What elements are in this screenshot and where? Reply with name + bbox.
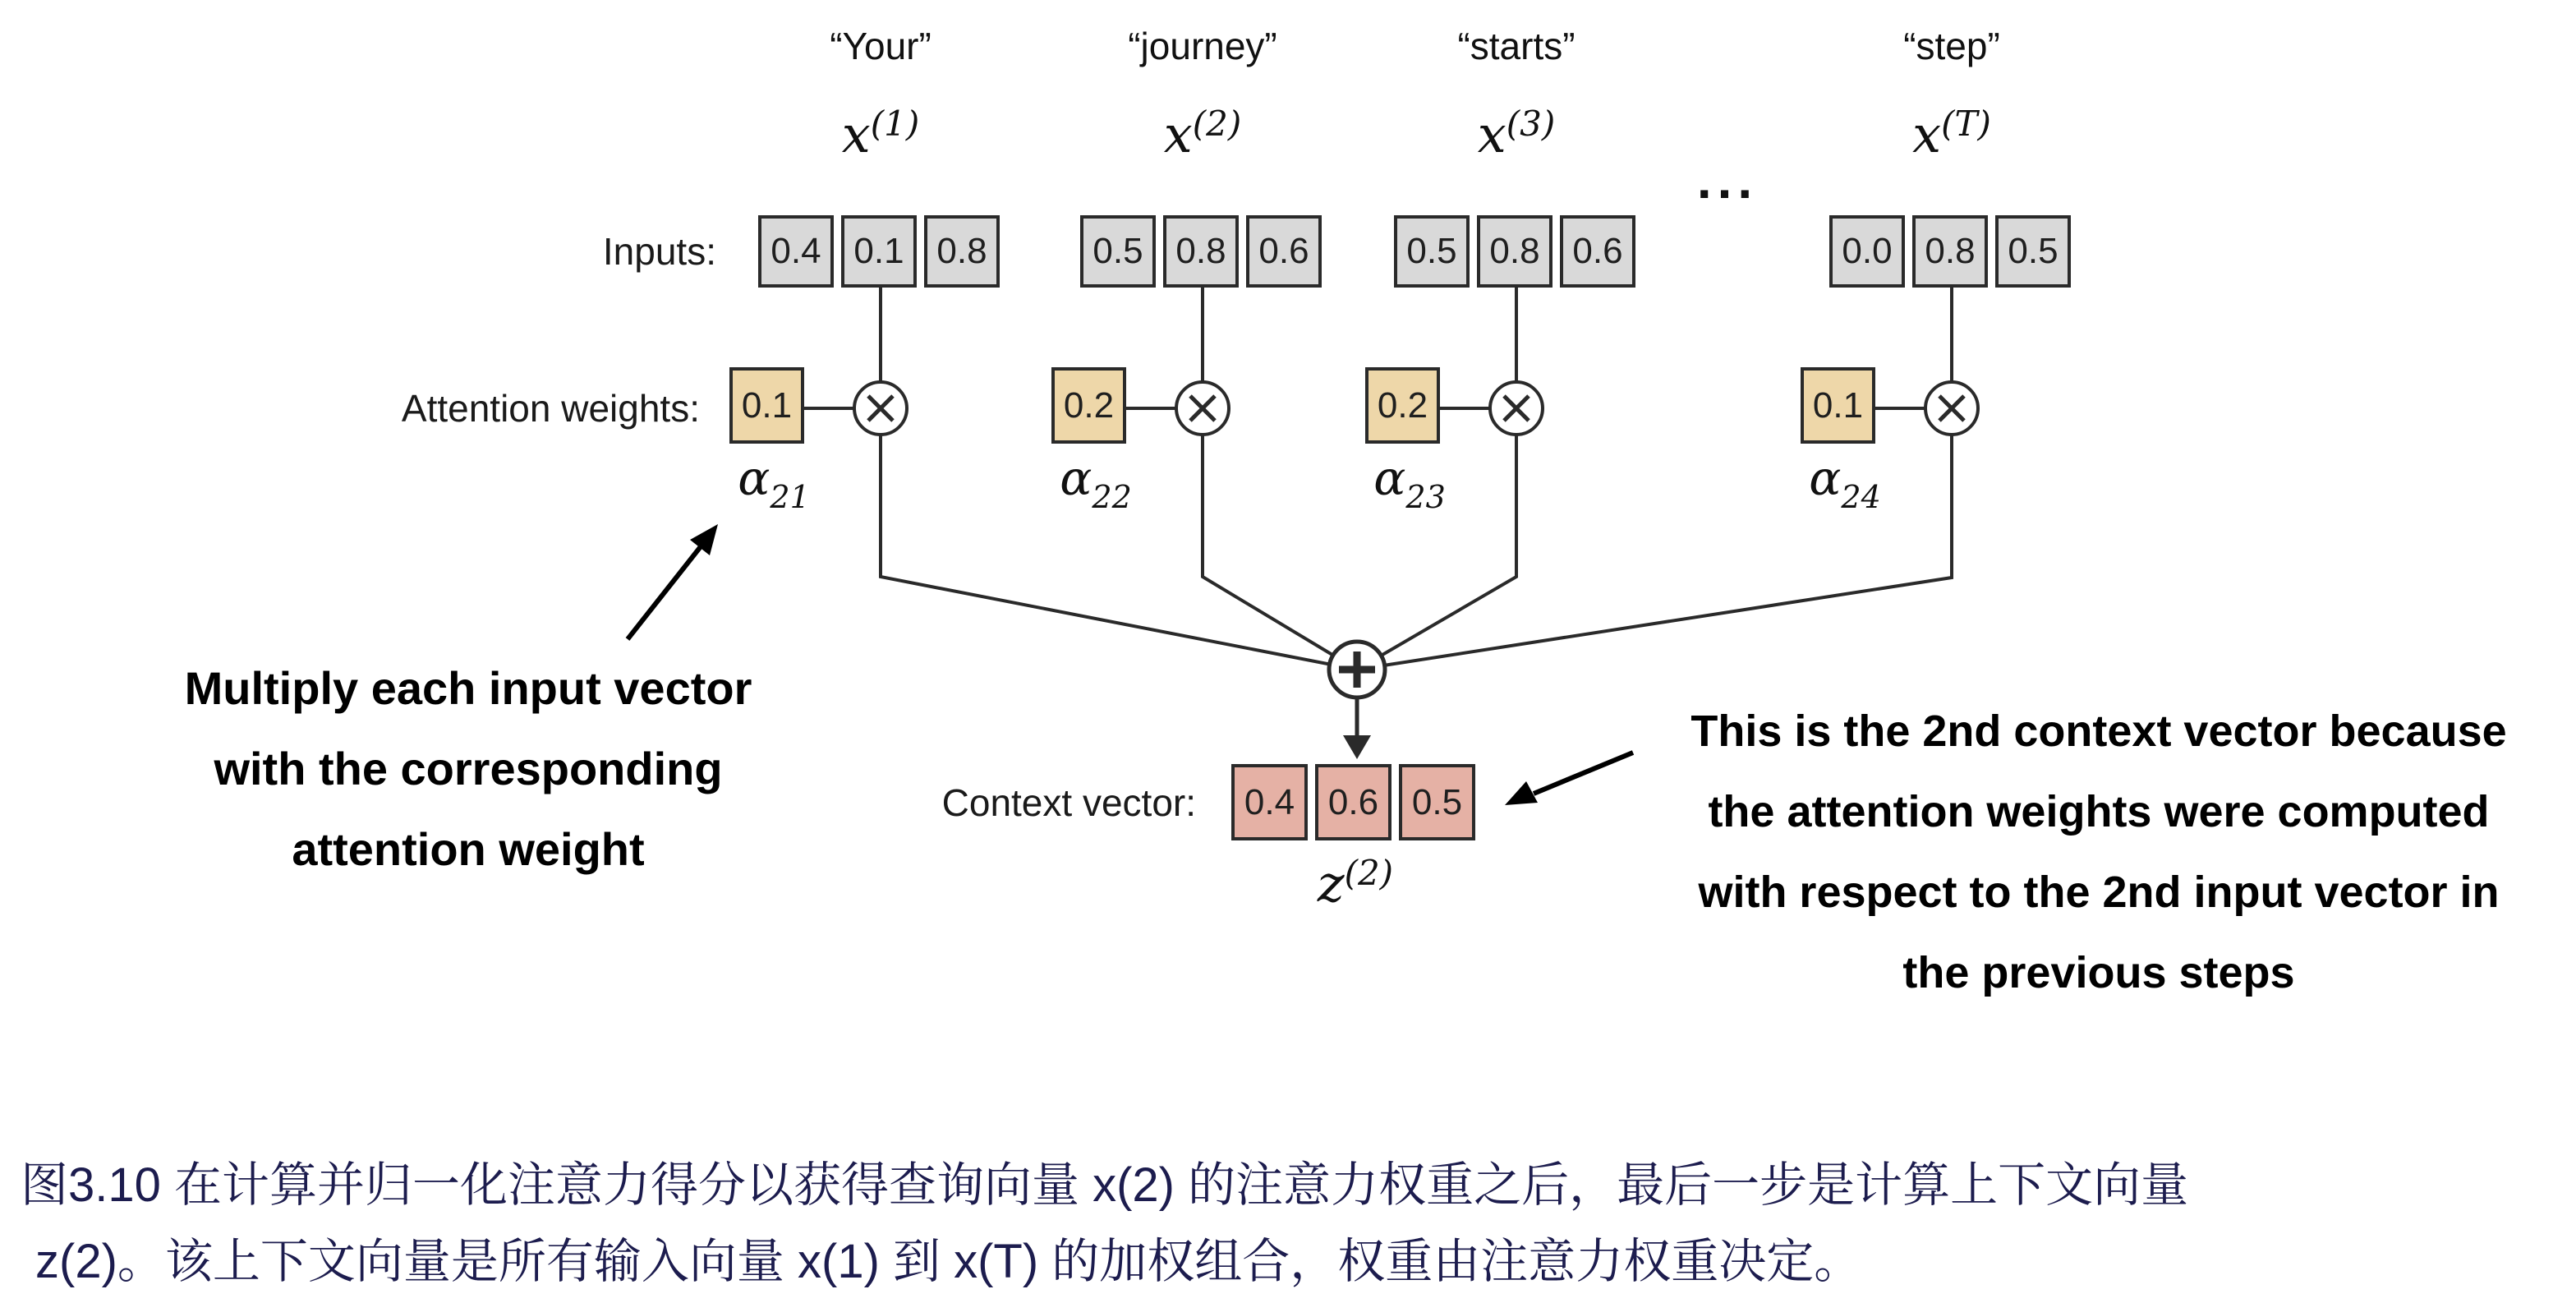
inputs-row-label: Inputs: — [602, 230, 716, 273]
left-annotation-line: attention weight — [292, 823, 645, 875]
right-annotation-line: This is the 2nd context vector because — [1690, 707, 2507, 756]
input-symbol-2: $x^{(2)}$ — [1163, 104, 1242, 164]
right-annotation-arrow — [1505, 753, 1633, 805]
input-vector-2 — [1080, 215, 1322, 288]
right-annotation-line: with respect to the 2nd input vector in — [1698, 868, 2500, 917]
vector-cell: 0.5 — [1080, 215, 1156, 288]
left-annotation-line: with the corresponding — [214, 743, 723, 794]
multiply-icon — [854, 382, 907, 435]
left-annotation-arrow — [628, 524, 718, 639]
vector-cell: 0.5 — [1394, 215, 1470, 288]
vector-cell: 0.4 — [758, 215, 834, 288]
token-word-1: “Your” — [830, 25, 932, 67]
attention-weights-row-label: Attention weights: — [401, 387, 700, 430]
vector-cell: 0.6 — [1560, 215, 1635, 288]
attention-weight-4: 0.1 — [1801, 367, 1875, 444]
input-vector-4 — [1829, 215, 2071, 288]
right-annotation-line: the previous steps — [1902, 948, 2295, 997]
vector-cell: 0.8 — [1477, 215, 1552, 288]
context-vector-row-label: Context vector: — [941, 781, 1196, 824]
vector-cell: 0.6 — [1246, 215, 1322, 288]
figure-caption — [21, 1147, 2559, 1300]
caption-line-2: z(2)。该上下文向量是所有输入向量 x(1) 到 x(T) 的加权组合，权重由注意力权重决定。 — [35, 1235, 1862, 1288]
alpha-label-21: $\alpha_{21}$ — [738, 450, 810, 515]
vector-cell: 0.8 — [1912, 215, 1988, 288]
alpha-label-22: $\alpha_{22}$ — [1060, 450, 1132, 515]
right-annotation — [1626, 691, 2571, 1013]
left-annotation-line: Multiply each input vector — [184, 662, 752, 714]
input-vector-3 — [1394, 215, 1635, 288]
vector-cell: 0.8 — [924, 215, 1000, 288]
context-cell: 0.4 — [1231, 764, 1308, 840]
vector-cell: 0.8 — [1163, 215, 1239, 288]
attention-weight-1: 0.1 — [729, 367, 804, 444]
left-annotation — [99, 648, 838, 890]
input-symbol-4: $x^{(T)}$ — [1912, 104, 1991, 164]
context-cell: 0.5 — [1399, 764, 1475, 840]
ellipsis: ... — [1696, 150, 1759, 209]
multiply-icon — [1490, 382, 1543, 435]
sum-icon — [1329, 642, 1385, 698]
attention-weight-2: 0.2 — [1051, 367, 1126, 444]
context-symbol: $z^{(2)}$ — [1317, 853, 1394, 914]
token-word-3: “starts” — [1457, 25, 1576, 67]
vector-cell: 0.0 — [1829, 215, 1905, 288]
token-word-2: “journey” — [1128, 25, 1277, 67]
context-cell: 0.6 — [1315, 764, 1392, 840]
down-arrow — [1343, 699, 1371, 759]
input-symbol-1: $x^{(1)}$ — [841, 104, 920, 164]
attention-weight-3: 0.2 — [1365, 367, 1440, 444]
multiply-icon — [1176, 382, 1229, 435]
vector-cell: 0.1 — [841, 215, 917, 288]
input-symbol-3: $x^{(3)}$ — [1477, 104, 1556, 164]
alpha-label-23: $\alpha_{23}$ — [1373, 450, 1446, 515]
context-vector — [1231, 764, 1475, 840]
right-annotation-line: the attention weights were computed — [1708, 787, 2490, 836]
alpha-label-24: $\alpha_{24}$ — [1809, 450, 1881, 515]
input-vector-1 — [758, 215, 1000, 288]
vector-cell: 0.5 — [1995, 215, 2071, 288]
token-word-4: “step” — [1903, 25, 2000, 67]
caption-line-1: 图3.10 在计算并归一化注意力得分以获得查询向量 x(2) 的注意力权重之后，最后一步是计算上下文向量 — [21, 1158, 2189, 1212]
multiply-icon — [1925, 382, 1978, 435]
